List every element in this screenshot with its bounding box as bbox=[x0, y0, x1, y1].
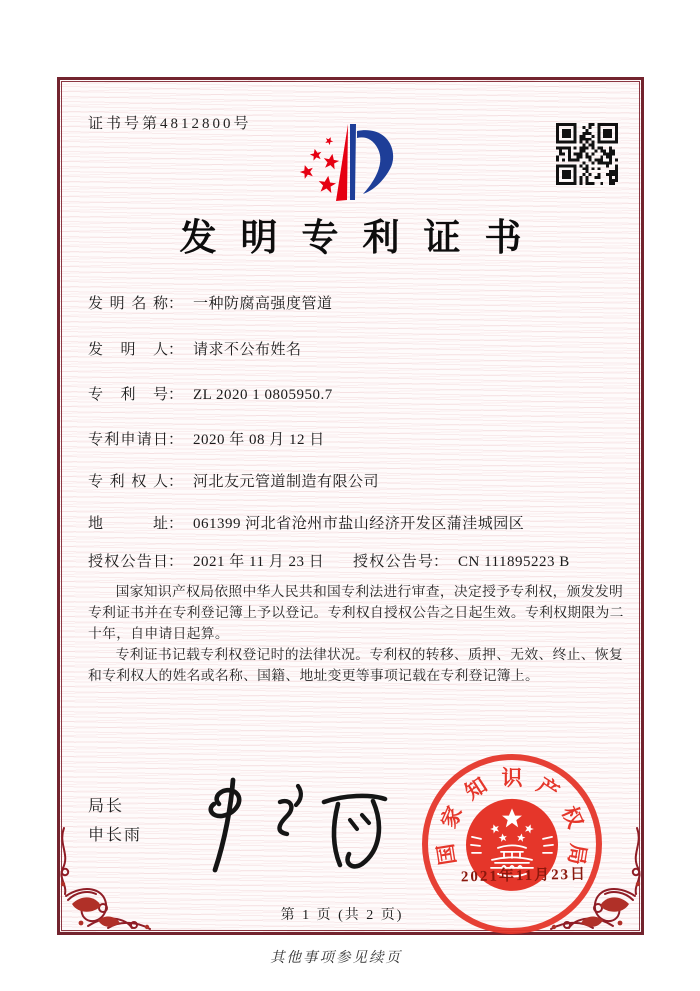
field-row-inventor bbox=[88, 338, 302, 359]
grant-row bbox=[88, 550, 570, 571]
seal-char: 家 bbox=[436, 802, 467, 832]
field-value: 河北友元管道制造有限公司 bbox=[193, 474, 380, 490]
seal-char: 局 bbox=[563, 842, 591, 867]
handwritten-signature-icon bbox=[192, 772, 397, 877]
seal-char: 产 bbox=[532, 772, 564, 805]
page-number: 第 1 页 (共 2 页) bbox=[280, 908, 404, 923]
field-label: 地址 bbox=[88, 516, 168, 532]
seal-char: 知 bbox=[460, 772, 492, 805]
grant-number-value: CN 111895223 B bbox=[458, 554, 570, 570]
legal-paragraph-2: 专利证书记载专利权登记时的法律状况。专利权的转移、质押、无效、终止、恢复和专利权人的姓名或名称、国籍、地址变更等事项记载在专利登记簿上。 bbox=[88, 647, 624, 683]
legal-text bbox=[88, 581, 628, 686]
field-row-address bbox=[88, 512, 524, 533]
colon: ： bbox=[168, 516, 184, 532]
certificate-title: 发明专利证书 bbox=[179, 218, 546, 259]
cnipa-logo-icon bbox=[293, 111, 405, 211]
colon: ： bbox=[168, 432, 184, 448]
signer-title-label: 局长 bbox=[88, 798, 125, 815]
field-label: 专利号 bbox=[88, 387, 168, 403]
signer-name-label: 申长雨 bbox=[88, 827, 143, 844]
seal-date: 2021年11月23日 bbox=[460, 866, 588, 886]
field-value: 一种防腐高强度管道 bbox=[193, 296, 333, 312]
colon: ： bbox=[168, 474, 184, 490]
field-label: 专利申请日 bbox=[88, 432, 168, 448]
field-label: 专利权人 bbox=[88, 474, 168, 490]
seal-char: 国 bbox=[433, 842, 461, 867]
field-row-invention-name bbox=[88, 292, 333, 313]
colon: ： bbox=[168, 342, 184, 358]
field-value: ZL 2020 1 0805950.7 bbox=[193, 387, 333, 403]
field-row-filing-date bbox=[88, 428, 325, 449]
legal-paragraph-1: 国家知识产权局依照中华人民共和国专利法进行审查，决定授予专利权，颁发发明专利证书并在专利登记簿上予以登记。专利权自授权公告之日起生效。专利权期限为二十年，自申请日起算。 bbox=[88, 584, 624, 641]
field-label: 发明人 bbox=[88, 342, 168, 358]
grant-date-label: 授权公告日 bbox=[88, 554, 168, 570]
seal-char: 识 bbox=[501, 766, 523, 790]
field-value: 请求不公布姓名 bbox=[193, 342, 302, 358]
continuation-note: 其他事项参见续页 bbox=[270, 950, 402, 966]
colon: ： bbox=[168, 296, 184, 312]
colon: ： bbox=[168, 387, 184, 403]
field-value: 061399 河北省沧州市盐山经济开发区蒲洼城园区 bbox=[193, 516, 525, 532]
grant-number-label: 授权公告号 bbox=[353, 554, 433, 570]
qr-code bbox=[556, 123, 618, 185]
certificate-number: 证书号第4812800号 bbox=[88, 116, 252, 132]
field-row-patent-number bbox=[88, 383, 333, 404]
field-value: 2020 年 08 月 12 日 bbox=[193, 432, 325, 448]
colon: ： bbox=[168, 554, 184, 570]
grant-date-value: 2021 年 11 月 23 日 bbox=[193, 554, 325, 570]
field-row-patentee bbox=[88, 470, 379, 491]
field-label: 发明名称 bbox=[88, 296, 168, 312]
colon: ： bbox=[433, 554, 449, 570]
seal-char: 权 bbox=[557, 802, 588, 832]
grant-number-group bbox=[353, 550, 570, 571]
